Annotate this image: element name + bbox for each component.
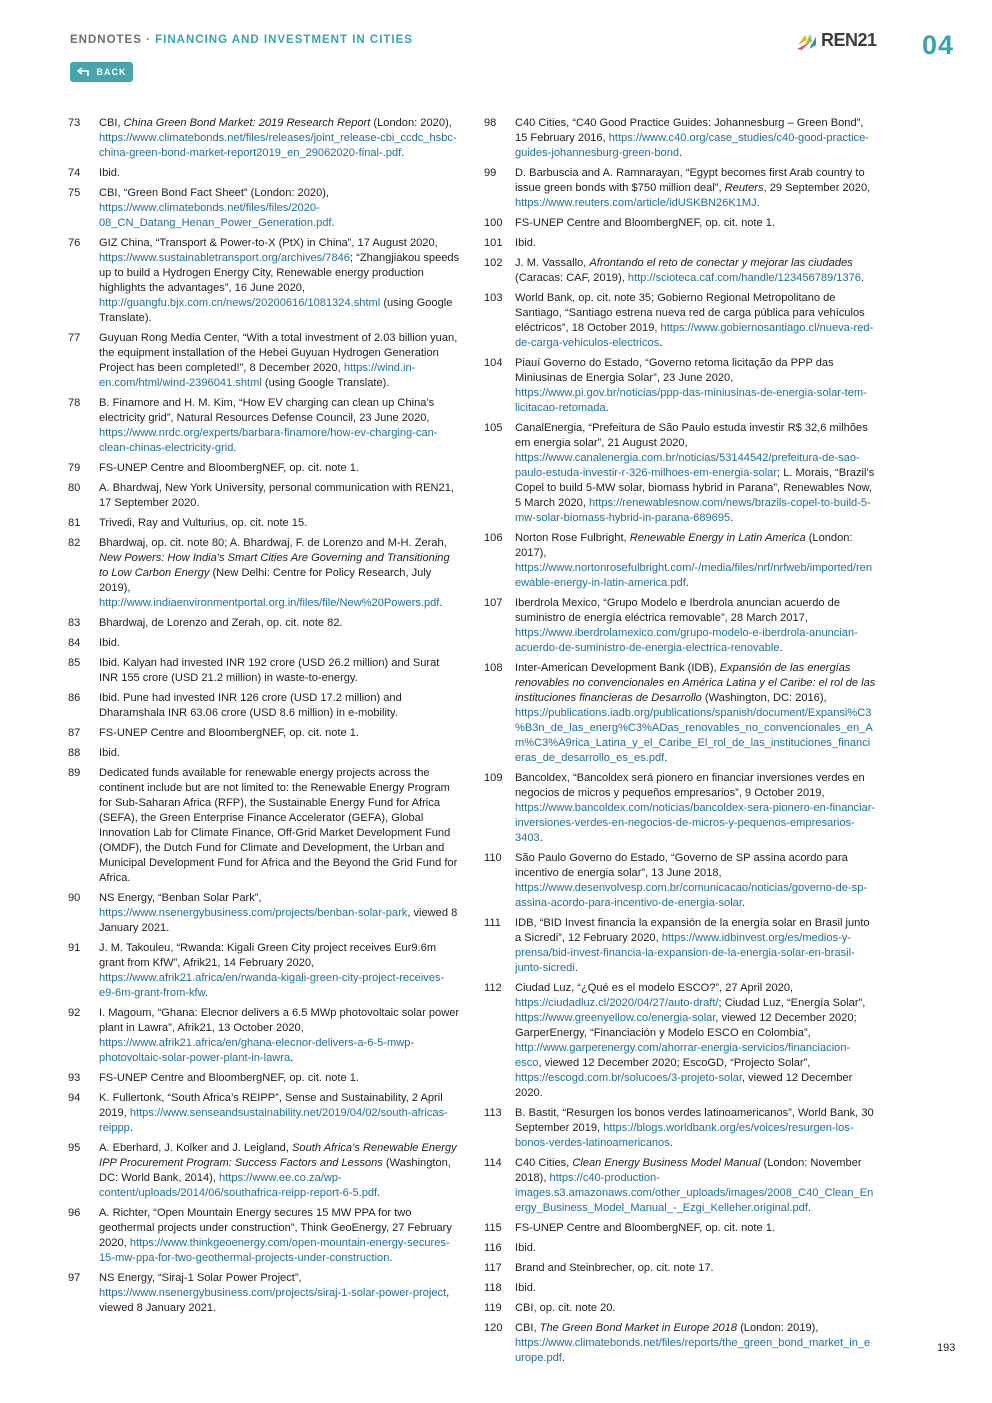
endnote-fragment: J. M. Takouleu, “Rwanda: Kigali Green City project receives Eur9.6m grant from KfW”, Afrik21, 14 February 2020,	[99, 942, 437, 969]
endnote-link[interactable]: http://guangfu.bjx.com.cn/news/20200616/1081324.shtml	[99, 297, 381, 309]
endnote-number: 118	[484, 1282, 502, 1294]
endnote-fragment: Ciudad Luz, “¿Qué es el modelo ESCO?”, 27 April 2020,	[515, 982, 794, 994]
endnote-link[interactable]: https://www.afrik21.africa/en/ghana-elecnor-delivers-a-6-5-mwp-photovoltaic-solar-power-plant-in-lawra	[99, 1037, 415, 1064]
endnote-number: 103	[484, 292, 503, 304]
endnote-fragment: .	[574, 962, 578, 974]
endnote-number: 97	[68, 1272, 81, 1284]
endnote-fragment: Bhardwaj, op. cit. note 80; A. Bhardwaj, F. de Lorenzo and M-H. Zerah,	[99, 537, 447, 549]
endnote-number: 74	[68, 167, 81, 179]
endnote	[68, 691, 460, 721]
endnote-fragment: .	[756, 197, 760, 209]
endnote	[68, 331, 460, 391]
endnote-fragment: FS-UNEP Centre and BloombergNEF, op. cit. note 1.	[515, 1222, 776, 1234]
endnote-text	[99, 1071, 460, 1086]
endnote-text	[515, 661, 876, 766]
endnote-number: 77	[68, 332, 81, 344]
endnote-fragment: .	[290, 1052, 294, 1064]
endnote-text	[515, 291, 876, 351]
endnote-link[interactable]: https://www.gobiernosantiago.cl/nueva-red-de-carga-vehiculos-electricos	[515, 322, 874, 349]
endnote	[484, 291, 876, 351]
endnote	[68, 166, 460, 181]
endnote-fragment: .	[664, 752, 668, 764]
endnote-fragment: (London: November 2018),	[515, 1157, 862, 1184]
endnote-number: 75	[68, 187, 81, 199]
endnote-fragment: Bancoldex, “Bancoldex será pionero en financiar inversiones verdes en negocios de micros y pequeños empresarios”, 9 October 2019,	[515, 772, 865, 799]
endnote-number: 111	[484, 917, 501, 929]
endnote	[68, 726, 460, 741]
endnote-text	[515, 1261, 876, 1276]
endnote	[484, 531, 876, 591]
endnote-number: 120	[484, 1322, 503, 1334]
endnote-text	[515, 356, 876, 416]
endnote-text	[99, 186, 460, 231]
endnote-fragment: .	[205, 987, 209, 999]
endnote	[68, 1091, 460, 1136]
endnote-number: 78	[68, 397, 81, 409]
endnote-fragment: ; L. Morais, “Brazil’s Copel to build 5-MW solar, biomass hybrid in Parana”, Renewables Now, 5 March 2020,	[515, 467, 875, 509]
endnote-fragment: (New Delhi: Centre for Policy Research, July 2019),	[99, 567, 432, 594]
endnote-fragment: .	[561, 1352, 565, 1364]
endnote-text	[99, 536, 460, 611]
endnote-text	[99, 891, 460, 936]
endnote-text	[515, 771, 876, 846]
endnote-fragment: Trivedi, Ray and Vulturius, op. cit. note 15.	[99, 517, 308, 529]
back-arrow-icon	[77, 67, 91, 77]
endnote-fragment: (using Google Translate).	[99, 297, 453, 324]
endnote-text	[515, 851, 876, 911]
endnote-fragment: A. Bhardwaj, New York University, personal communication with REN21, 17 September 2020.	[99, 482, 454, 509]
endnote	[68, 116, 460, 161]
endnote-text	[515, 1106, 876, 1151]
endnote-text	[515, 1301, 876, 1316]
endnote-link[interactable]: https://www.c40.org/case_studies/c40-good-practice-guides-johannesburg-green-bond	[515, 132, 869, 159]
endnote-fragment: K. Fullertonk, “South Africa’s REIPP”, Sense and Sustainability, 2 April 2019,	[99, 1092, 443, 1119]
endnote	[68, 766, 460, 886]
endnote-fragment: .	[779, 642, 783, 654]
endnote-fragment: Ibid.	[99, 747, 120, 759]
endnote-text	[515, 421, 876, 526]
endnote	[484, 771, 876, 846]
endnote-fragment: (Washington, DC: World Bank, 2014),	[99, 1157, 451, 1184]
endnote-fragment: .	[860, 272, 865, 284]
endnote	[484, 1261, 876, 1276]
endnote-number: 108	[484, 662, 503, 674]
endnote-link[interactable]: https://www.nortonrosefulbright.com/-/media/files/nrf/nrfweb/imported/renewable-energy-in-latin-america.pdf	[515, 562, 872, 589]
endnote-fragment: .	[730, 512, 734, 524]
endnote-link[interactable]: https://www.pi.gov.br/noticias/ppp-das-miniusinas-de-energia-solar-tem-licitacao-retomada	[515, 387, 867, 414]
endnote-text	[515, 236, 876, 251]
endnote-text	[515, 1221, 876, 1236]
endnote-text	[99, 516, 460, 531]
endnote-fragment: , viewed 8 January 2021.	[99, 907, 458, 934]
endnote-link[interactable]: https://escogd.com.br/solucoes/3-projeto-solar	[515, 1072, 742, 1084]
endnote-text	[99, 331, 460, 391]
endnote-text	[99, 236, 460, 326]
endnote-number: 87	[68, 727, 81, 739]
endnote-fragment: .	[439, 597, 443, 609]
endnote-fragment: Piauí Governo do Estado, “Governo retoma licitação da PPP das Miniusinas de Energia Solar”, 23 June 2020,	[515, 357, 834, 384]
endnote	[68, 616, 460, 631]
endnote-text	[99, 1271, 460, 1316]
endnote-fragment: Guyuan Rong Media Center, “With a total investment of 2.03 billion yuan, the equipment installation of the Hebei Guyuan Hydrogen Generation Project has been completed!”, 8 December 2020,	[99, 332, 458, 374]
endnote-text	[99, 726, 460, 741]
endnote-text	[515, 1241, 876, 1256]
endnote-link[interactable]: https://c40-production-images.s3.amazonaws.com/other_uploads/images/2008_C40_Clean_Energy_Business_Model_Manual_-_Ezgi_Kelleher.original.pdf	[515, 1172, 874, 1214]
endnote-link[interactable]: https://wind.in-en.com/html/wind-2396041.shtml	[99, 362, 416, 389]
endnote	[68, 656, 460, 686]
endnote-number: 79	[68, 462, 81, 474]
endnote-number: 99	[484, 167, 497, 179]
endnote-link[interactable]: https://www.iberdrolamexico.com/grupo-modelo-e-iberdrola-anuncian-acuerdo-de-suministro-de-energia-electrica-renovable	[515, 627, 858, 654]
endnote	[484, 916, 876, 976]
endnote-fragment: FS-UNEP Centre and BloombergNEF, op. cit. note 1.	[99, 1072, 360, 1084]
endnote-number: 76	[68, 237, 81, 249]
endnote-text	[515, 596, 876, 656]
endnote	[484, 166, 876, 211]
endnote-title: Clean Energy Business Model Manual	[572, 1157, 761, 1169]
endnote	[484, 1321, 876, 1366]
endnote	[68, 516, 460, 531]
endnote-text	[99, 116, 460, 161]
endnote-fragment: C40 Cities,	[515, 1157, 573, 1169]
endnote-fragment: (using Google Translate).	[261, 377, 390, 389]
endnote-fragment: .	[605, 402, 609, 414]
endnote	[484, 851, 876, 911]
endnote-link[interactable]: http://www.indiaenvironmentportal.org.in/files/file/New%20Powers.pdf	[99, 597, 440, 609]
endnote-number: 100	[484, 217, 503, 229]
endnote-fragment: .	[331, 217, 335, 229]
endnote-fragment: CBI,	[99, 117, 124, 129]
endnote-link[interactable]: https://www.greenyellow.co/energia-solar	[515, 1012, 716, 1024]
endnote-link[interactable]: https://www.desenvolvesp.com.br/comunicacao/noticias/governo-de-sp-assina-acordo-para-incentivo-de-energia-solar	[515, 882, 868, 909]
endnote-fragment: (London: 2020),	[370, 117, 452, 129]
endnote-number: 98	[484, 117, 497, 129]
endnote-text	[99, 1141, 460, 1201]
endnote	[484, 116, 876, 161]
endnote-fragment: FS-UNEP Centre and BloombergNEF, op. cit. note 1.	[99, 462, 360, 474]
endnote-link[interactable]: https://www.thinkgeoenergy.com/open-mountain-energy-secures-15-mw-ppa-for-two-geothermal-projects-under-construction	[99, 1237, 450, 1264]
endnote-text	[99, 396, 460, 456]
endnote	[68, 186, 460, 231]
endnote	[68, 481, 460, 511]
endnote-fragment: , viewed 8 January 2021.	[99, 1287, 450, 1314]
endnote-fragment: CBI, op. cit. note 20.	[515, 1302, 616, 1314]
ren21-logo-icon	[796, 31, 818, 51]
endnote-fragment: , viewed 12 December 2020; EscoGD, “Projecto Solar”,	[538, 1057, 811, 1069]
endnote-number: 84	[68, 637, 81, 649]
endnote-number: 94	[68, 1092, 81, 1104]
endnote-fragment: Ibid.	[515, 237, 536, 249]
endnote-fragment: NS Energy, “Siraj-1 Solar Power Project”,	[99, 1272, 302, 1284]
endnote-link[interactable]: https://www.nsenergybusiness.com/projects/benban-solar-park	[99, 907, 408, 919]
endnote-title: Reuters	[724, 182, 764, 194]
endnote-number: 96	[68, 1207, 81, 1219]
endnote-fragment: ; Ciudad Luz, “Energía Solar”,	[718, 997, 866, 1009]
endnote	[68, 1071, 460, 1086]
endnote	[484, 1301, 876, 1316]
endnote	[484, 661, 876, 766]
endnote-fragment: (London: 2019),	[737, 1322, 819, 1334]
endnote-number: 114	[484, 1157, 502, 1169]
endnote-title: Expansión de las energías renovables no convencionales en América Latina y el Caribe: el rol de las instituciones financieras de Desarrollo	[515, 662, 876, 704]
endnote-number: 89	[68, 767, 81, 779]
endnote-number: 116	[484, 1242, 502, 1254]
endnote-title: China Green Bond Market: 2019 Research Report	[123, 117, 371, 129]
page-number: 193	[937, 1342, 956, 1354]
endnote-number: 93	[68, 1072, 81, 1084]
endnote-number: 112	[484, 982, 502, 994]
endnote-fragment: (Washington, DC: 2016),	[701, 692, 827, 704]
endnote-title: The Green Bond Market in Europe 2018	[539, 1322, 738, 1334]
endnote-number: 90	[68, 892, 81, 904]
endnote-number: 115	[484, 1222, 502, 1234]
endnote-fragment: .	[741, 897, 746, 909]
endnote-text	[99, 1206, 460, 1266]
endnote	[484, 356, 876, 416]
endnote-fragment: World Bank, op. cit. note 35; Gobierno Regional Metropolitano de Santiago, “Santiago estrena nueva red de carga pública para vehículos eléctricos”, 18 October 2019,	[515, 292, 865, 334]
endnote-title: Renewable Energy in Latin America	[629, 532, 806, 544]
endnote-number: 81	[68, 517, 81, 529]
endnote-fragment: .	[233, 442, 237, 454]
endnote	[68, 746, 460, 761]
endnote-link[interactable]: https://renewablesnow.com/news/brazils-copel-to-build-5-mw-solar-biomass-hybrid-in-parana-689695	[515, 497, 871, 524]
back-button-label: BACK	[96, 67, 127, 77]
endnote	[68, 1271, 460, 1316]
endnote-fragment: .	[129, 1122, 133, 1134]
endnote-number: 117	[484, 1262, 502, 1274]
back-button[interactable]	[70, 62, 133, 82]
chapter-number: 04	[922, 30, 955, 60]
endnote-number: 102	[484, 257, 503, 269]
endnote	[484, 236, 876, 251]
endnote-link[interactable]: https://publications.iadb.org/publications/spanish/document/Expansi%C3%B3n_de_las_energ%C3%ADas_renovables_no_convencionales_en_Am%C3%A9rica_Latina_y_el_Caribe_El_rol_de_las_instituciones_financieras_de_desarrollo_es_es.pdf	[515, 707, 873, 764]
endnote-fragment: FS-UNEP Centre and BloombergNEF, op. cit. note 1.	[99, 727, 360, 739]
endnote	[68, 536, 460, 611]
endnote-text	[99, 941, 460, 1001]
endnote-link[interactable]: https://www.ee.co.za/wp-content/uploads/2014/06/southafrica-reipp-report-6-5.pdf	[99, 1172, 378, 1199]
endnote	[484, 981, 876, 1101]
endnote-text	[515, 256, 876, 286]
endnote-fragment: , viewed 12 December 2020; GarperEnergy, “Financiación y Modelo ESCO en Colombia”,	[515, 1012, 857, 1039]
endnote-fragment: (Caracas: CAF, 2019),	[515, 272, 628, 284]
endnote-text	[515, 1321, 876, 1366]
endnote	[484, 1156, 876, 1216]
endnote	[484, 1106, 876, 1151]
endnote-text	[99, 1091, 460, 1136]
endnote	[68, 636, 460, 651]
endnote-fragment: A. Eberhard, J. Kolker and J. Leigland,	[99, 1142, 293, 1154]
endnote-fragment: .	[401, 147, 405, 159]
endnote-fragment: J. M. Vassallo,	[515, 257, 590, 269]
ren21-logo	[796, 30, 877, 51]
endnote-fragment: FS-UNEP Centre and BloombergNEF, op. cit. note 1.	[515, 217, 776, 229]
endnote-fragment: Bhardwaj, de Lorenzo and Zerah, op. cit. note 82.	[99, 617, 343, 629]
endnote-link[interactable]: https://www.climatebonds.net/files/releases/joint_release-cbi_ccdc_hsbc-china-green-bond-market-report2019_en_29062020-final-.pdf	[99, 132, 457, 159]
endnote-fragment: ; “Zhangjiakou speeds up to build a Hydrogen Energy City, Renewable energy production highlights the advantages”, 16 June 2020,	[99, 252, 460, 294]
endnote-fragment: .	[659, 337, 663, 349]
endnote-fragment: Dedicated funds available for renewable energy projects across the continent include but are not limited to: the Renewable Energy Program for Sub-Saharan Africa (RFP), the Sustainable Energy Fund for Africa (SEFA), the Green Enterprise Finance Accelerator (GEFA), Global Innovation Lab for Climate Finance, Off-Grid Market Development Fund (OMDF), the Dutch Fund for Climate and Development, the Urban and Municipal Development Fund for Africa and the Beyond the Grid Fund for Africa.	[99, 767, 458, 884]
endnote-text	[99, 636, 460, 651]
endnote-fragment: GIZ China, “Transport & Power-to-X (PtX) in China”, 17 August 2020,	[99, 237, 438, 249]
endnote-fragment: .	[539, 832, 543, 844]
endnote-fragment: Ibid. Pune had invested INR 126 crore (USD 17.2 million) and Dharamshala INR 63.06 crore (USD 8.6 million) in e-mobility.	[99, 692, 402, 719]
endnote-fragment: Iberdrola Mexico, “Grupo Modelo e Iberdrola anuncian acuerdo de suministro de energía eléctrica removable”, 28 March 2017,	[515, 597, 840, 624]
endnote-fragment: .	[807, 1202, 812, 1214]
endnote-fragment: Ibid.	[515, 1242, 536, 1254]
endnote-number: 106	[484, 532, 503, 544]
endnote-text	[99, 746, 460, 761]
endnote-link[interactable]: https://www.climatebonds.net/files/reports/the_green_bond_market_in_europe.pdf	[515, 1337, 871, 1364]
endnote-fragment: B. Bastit, “Resurgen los bonos verdes latinoamericanos”, World Bank, 30 September 2019,	[515, 1107, 874, 1134]
endnote-fragment: Ibid. Kalyan had invested INR 192 crore (USD 26.2 million) and Surat INR 155 crore (USD 21.2 million) in waste-to-energy.	[99, 657, 440, 684]
endnote	[484, 1221, 876, 1236]
endnote-link[interactable]: https://www.senseandsustainability.net/2019/04/02/south-africas-reippp	[99, 1107, 448, 1134]
endnote-text	[515, 916, 876, 976]
endnote-fragment: , viewed 12 December 2020.	[515, 1072, 853, 1099]
endnote	[68, 941, 460, 1001]
endnote-number: 101	[484, 237, 503, 249]
endnote-number: 92	[68, 1007, 81, 1019]
endnote-fragment: .	[389, 1252, 393, 1264]
endnote-number: 119	[484, 1302, 502, 1314]
endnote-fragment: , 29 September 2020,	[763, 182, 871, 194]
endnote-fragment: A. Richter, “Open Mountain Energy secures 15 MW PPA for two geothermal projects under construction”, Think GeoEnergy, 27 February 2020,	[99, 1207, 452, 1249]
endnote-title: New Powers: How India’s Smart Cities Are Governing and Transitioning to Low Carbon Energy	[99, 552, 450, 579]
endnote-number: 91	[68, 942, 81, 954]
endnote	[484, 596, 876, 656]
endnote-link[interactable]: https://ciudadluz.cl/2020/04/27/auto-draft/	[515, 997, 719, 1009]
endnote	[484, 216, 876, 231]
endnote-fragment: .	[679, 147, 683, 159]
endnote-number: 107	[484, 597, 503, 609]
endnote-number: 73	[68, 117, 81, 129]
endnote-link[interactable]: http://scioteca.caf.com/handle/123456789/1376	[627, 272, 861, 284]
endnote-fragment: Ibid.	[99, 167, 120, 179]
endnote-text	[99, 461, 460, 476]
endnote-text	[99, 616, 460, 631]
endnote-fragment: Ibid.	[515, 1282, 536, 1294]
endnote-number: 104	[484, 357, 503, 369]
endnote	[68, 1206, 460, 1266]
endnote-title: South Africa’s Renewable Energy IPP Procurement Program: Success Factors and Lessons	[99, 1142, 457, 1169]
endnote-title: Afrontando el reto de conectar y mejorar las ciudades	[589, 257, 853, 269]
endnote	[484, 421, 876, 526]
endnote	[68, 236, 460, 326]
endnote-text	[515, 116, 876, 161]
endnote-fragment: B. Finamore and H. M. Kim, “How EV charging can clean up China’s electricity grid”, Natural Resources Defense Council, 23 June 2020,	[99, 397, 435, 424]
endnote-number: 105	[484, 422, 503, 434]
endnote	[68, 891, 460, 936]
page-header-title	[70, 34, 413, 46]
endnote-number: 88	[68, 747, 81, 759]
endnote-text	[99, 481, 460, 511]
endnote-fragment: CBI,	[515, 1322, 540, 1334]
logo-text: REN21	[821, 30, 877, 50]
endnote-text	[99, 656, 460, 686]
endnote-text	[515, 531, 876, 591]
endnote-fragment: Ibid.	[99, 637, 120, 649]
endnote-link[interactable]: https://www.afrik21.africa/en/rwanda-kigali-green-city-project-receives-e9-6m-grant-from-kfw	[99, 972, 445, 999]
endnote-number: 82	[68, 537, 81, 549]
endnote-text	[99, 1006, 460, 1066]
endnote-link[interactable]: https://www.reuters.com/article/idUSKBN26K1MJ	[515, 197, 757, 209]
endnote	[68, 1006, 460, 1066]
endnote-fragment: .	[669, 1137, 673, 1149]
endnote-link[interactable]: https://www.nrdc.org/experts/barbara-finamore/how-ev-charging-can-clean-chinas-electricity-grid	[99, 427, 438, 454]
endnote	[484, 256, 876, 286]
endnote-link[interactable]: https://blogs.worldbank.org/es/voices/resurgen-los-bonos-verdes-latinoamericanos	[515, 1122, 854, 1149]
endnote-link[interactable]: https://www.canalenergia.com.br/noticias/53144542/prefeitura-de-sao-paulo-estuda-investir-r-326-milhoes-em-energia-solar	[515, 452, 860, 479]
endnote-number: 86	[68, 692, 81, 704]
endnote-fragment: São Paulo Governo do Estado, “Governo de SP assina acordo para incentivo de energia solar”, 13 June 2018,	[515, 852, 848, 879]
endnote	[68, 1141, 460, 1201]
endnote-text	[99, 691, 460, 721]
endnote-number: 85	[68, 657, 81, 669]
endnote-text	[515, 166, 876, 211]
endnote-number: 110	[484, 852, 502, 864]
endnote-fragment: .	[377, 1187, 381, 1199]
endnote	[484, 1281, 876, 1296]
endnote-number: 83	[68, 617, 81, 629]
endnote-link[interactable]: https://www.idbinvest.org/es/medios-y-prensa/bid-invest-financia-la-expansion-de-la-energia-solar-en-brasil-junto-sicredi	[515, 932, 855, 974]
endnote	[68, 396, 460, 456]
endnote-fragment: Inter-American Development Bank (IDB),	[515, 662, 720, 674]
endnote-number: 80	[68, 482, 81, 494]
endnote-number: 109	[484, 772, 503, 784]
endnote-number: 95	[68, 1142, 81, 1154]
endnote-fragment: .	[685, 577, 689, 589]
endnote-text	[515, 1156, 876, 1216]
header-chapter-title: FINANCING AND INVESTMENT IN CITIES	[155, 34, 413, 46]
endnote-text	[99, 766, 460, 886]
endnotes-left-column	[68, 116, 460, 1321]
endnote-fragment: D. Barbuscia and A. Ramnarayan, “Egypt becomes first Arab country to issue green bonds with $750 million deal”,	[515, 167, 865, 194]
endnote-number: 113	[484, 1107, 502, 1119]
endnote-link[interactable]: https://www.climatebonds.net/files/files/2020-08_CN_Datang_Henan_Power_Generation.pdf	[99, 202, 332, 229]
endnote-fragment: Norton Rose Fulbright,	[515, 532, 630, 544]
header-section: ENDNOTES ·	[70, 34, 156, 46]
endnote-fragment: (London: 2017),	[515, 532, 853, 559]
endnote	[484, 1241, 876, 1256]
endnote-fragment: CanalEnergia, “Prefeitura de São Paulo estuda investir R$ 32,6 milhões em energia solar”, 21 August 2020,	[515, 422, 868, 449]
endnote-link[interactable]: http://www.garperenergy.com/ahorrar-energia-servicios/financiacion-esco	[515, 1042, 851, 1069]
endnote-fragment: NS Energy, “Benban Solar Park”,	[99, 892, 262, 904]
endnote-fragment: CBI, “Green Bond Fact Sheet” (London: 2020),	[99, 187, 330, 199]
endnote-text	[99, 166, 460, 181]
endnote-fragment: I. Magoum, “Ghana: Elecnor delivers a 6.5 MWp photovoltaic solar power plant in Lawra”, Afrik21, 13 October 2020,	[99, 1007, 460, 1034]
endnote-fragment: Brand and Steinbrecher, op. cit. note 17.	[515, 1262, 714, 1274]
endnote-text	[515, 1281, 876, 1296]
endnote	[68, 461, 460, 476]
endnote-text	[515, 981, 876, 1101]
endnote-fragment: IDB, “BID Invest financia la expansión de la energía solar en Brasil junto a Sicredi”, 12 February 2020,	[515, 917, 870, 944]
endnotes-right-column	[484, 116, 876, 1371]
endnote-text	[515, 216, 876, 231]
endnote-fragment: C40 Cities, “C40 Good Practice Guides: Johannesburg – Green Bond”, 15 February 2016,	[515, 117, 864, 144]
endnote-link[interactable]: https://www.sustainabletransport.org/archives/7846	[99, 252, 350, 264]
endnote-link[interactable]: https://www.nsenergybusiness.com/projects/siraj-1-solar-power-project	[99, 1287, 447, 1299]
endnote-link[interactable]: https://www.bancoldex.com/noticias/bancoldex-sera-pionero-en-financiar-inversiones-verdes-en-negocios-de-micros-y-pequenos-empresarios-3403	[515, 802, 876, 844]
